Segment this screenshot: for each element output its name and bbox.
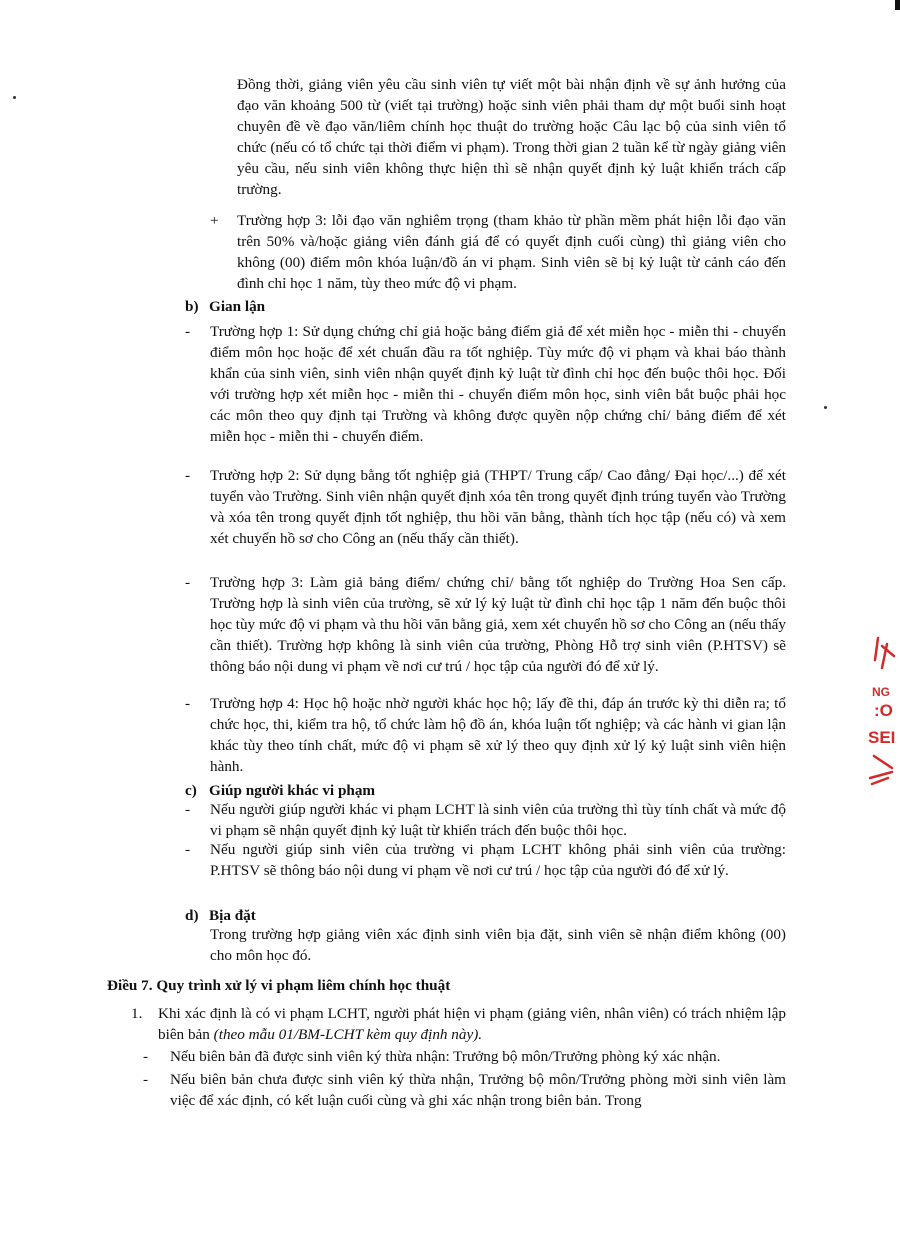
list-item bbox=[185, 465, 786, 549]
dash-marker: - bbox=[185, 574, 191, 591]
seal-stroke bbox=[870, 772, 892, 784]
list-item-text: Nếu biên bản đã được sinh viên ký thừa nhận: Trưởng bộ môn/Trưởng phòng ký xác nhận. bbox=[170, 1048, 721, 1065]
plagiarism-case-3-text: Trường hợp 3: lỗi đạo văn nghiêm trọng (tham khảo từ phần mềm phát hiện lỗi đạo văn trên 50% và/hoặc giảng viên đánh giá để có quyết định cuối cùng) thì giảng viên cho không (00) điểm môn khóa luận/đồ án vi phạm. Sinh viên sẽ bị kỷ luật từ cảnh cáo đến đình chỉ học 1 năm, tùy theo mức độ vi phạm. bbox=[237, 212, 786, 292]
dash-marker: - bbox=[185, 323, 191, 340]
step-1-form-reference: (theo mẫu 01/BM-LCHT kèm quy định này). bbox=[213, 1026, 483, 1043]
list-item bbox=[185, 799, 786, 841]
list-item bbox=[143, 1069, 786, 1111]
list-item-text: Trường hợp 3: Làm giả bảng điểm/ chứng chỉ/ bằng tốt nghiệp do Trường Hoa Sen cấp. Trường hợp là sinh viên của trường, sẽ xử lý kỷ luật từ đình chỉ học tập 1 năm đến buộc thôi học tùy mức độ vi phạm và thu hồi văn bằng giả, xem xét chuyển hồ sơ cho Công an (nếu thấy cần thiết). Trường hợp không là sinh viên của trường, Phòng Hỗ trợ sinh viên (P.HTSV) sẽ thông báo nội dung vi phạm về nơi cư trú / học tập của người đó để xử lý. bbox=[210, 574, 786, 675]
section-d-label: d) bbox=[185, 907, 199, 924]
list-item bbox=[185, 321, 786, 447]
dash-marker: - bbox=[185, 841, 191, 858]
seal-stroke bbox=[875, 638, 878, 660]
step-1-text bbox=[158, 1003, 786, 1045]
seal-text: SEI bbox=[868, 728, 896, 747]
section-c-label: c) bbox=[185, 782, 197, 799]
article-7-step-1 bbox=[131, 1003, 786, 1045]
scan-speck bbox=[824, 406, 827, 409]
scan-corner-mark bbox=[895, 0, 900, 10]
scan-speck bbox=[13, 96, 16, 99]
section-b-title: Gian lận bbox=[209, 298, 266, 315]
dash-marker: - bbox=[185, 801, 191, 818]
section-c-heading bbox=[185, 780, 375, 801]
dash-marker: - bbox=[143, 1071, 149, 1088]
list-item bbox=[143, 1046, 786, 1067]
section-c-title: Giúp người khác vi phạm bbox=[209, 782, 376, 799]
article-7-title: Điều 7. Quy trình xử lý vi phạm liêm chính học thuật bbox=[107, 977, 451, 994]
section-d-title: Bịa đặt bbox=[209, 907, 256, 924]
seal-stroke bbox=[874, 756, 892, 768]
seal-stroke bbox=[882, 644, 894, 668]
seal-text: :O bbox=[874, 701, 893, 720]
list-item-text: Trường hợp 2: Sử dụng bằng tốt nghiệp giả (THPT/ Trung cấp/ Cao đẳng/ Đại học/...) để xét tuyển vào Trường. Sinh viên nhận quyết định xóa tên trong quyết định trúng tuyển vào Trường và xóa tên trong quyết định tốt nghiệp, thu hồi văn bằng, thành tích học tập (nếu có) và xem xét chuyển hồ sơ cho Công an (nếu thấy cần thiết). bbox=[210, 467, 786, 547]
dash-marker: - bbox=[143, 1048, 149, 1065]
list-item bbox=[185, 572, 786, 677]
list-item-text: Nếu người giúp người khác vi phạm LCHT là sinh viên của trường thì tùy tính chất và mức độ vi phạm sẽ nhận quyết định kỷ luật từ khiển trách đến buộc thôi học. bbox=[210, 801, 786, 839]
plus-marker: + bbox=[210, 212, 219, 229]
list-item-text: Nếu biên bản chưa được sinh viên ký thừa nhận, Trưởng bộ môn/Trưởng phòng mời sinh viên làm việc để xác định, có kết luận cuối cùng và ghi xác nhận trong biên bản. Trong bbox=[170, 1071, 786, 1109]
list-item bbox=[185, 693, 786, 777]
section-d-heading bbox=[185, 905, 256, 926]
dash-marker: - bbox=[185, 467, 191, 484]
dash-marker: - bbox=[185, 695, 191, 712]
seal-text: NG bbox=[872, 685, 890, 699]
list-item-text: Trường hợp 1: Sử dụng chứng chỉ giả hoặc bảng điểm giả để xét miễn học - miễn thi - chuyển điểm môn học hoặc để xét chuẩn đầu ra tốt nghiệp. Tùy mức độ vi phạm và khai báo thành khẩn của sinh viên, sinh viên nhận quyết định kỷ luật từ đình chỉ học đến buộc thôi học. Đối với trường hợp xét miễn học - miễn thi - chuyển điểm môn học, sinh viên bắt buộc phải học các môn theo quy định tại Trường và không được quyền nộp chứng chỉ/ bảng điểm để xét miễn học - miễn thi - chuyển điểm. bbox=[210, 323, 786, 445]
section-b-heading bbox=[185, 296, 265, 317]
step-1-main: Khi xác định là có vi phạm LCHT, người phát hiện vi phạm (giảng viên, nhân viên) có trách nhiệm lập biên bản bbox=[158, 1005, 786, 1043]
intro-paragraph: Đồng thời, giảng viên yêu cầu sinh viên tự viết một bài nhận định về sự ảnh hưởng của đạo văn khoảng 500 từ (viết tại trường) hoặc sinh viên phải tham dự một buổi sinh hoạt chuyên đề về đạo văn/liêm chính học thuật do trường hoặc Câu lạc bộ của sinh viên tổ chức (nếu có tổ chức tại thời điểm vi phạm). Trong thời gian 2 tuần kể từ ngày giảng viên yêu cầu, nếu sinh viên không thực hiện thì sẽ nhận quyết định kỷ luật khiển trách cấp trường. bbox=[237, 76, 786, 198]
section-b-label: b) bbox=[185, 298, 199, 315]
step-number: 1. bbox=[131, 1005, 143, 1022]
section-d-text: Trong trường hợp giảng viên xác định sinh viên bịa đặt, sinh viên sẽ nhận điểm không (00) cho môn học đó. bbox=[210, 926, 786, 964]
list-item-text: Trường hợp 4: Học hộ hoặc nhờ người khác học hộ; lấy đề thi, đáp án trước kỳ thi diễn ra; tổ chức học, thi, kiểm tra hộ, tổ chức làm hộ đồ án, khóa luận tốt nghiệp; và các hành vi gian lận khác tùy theo tính chất, mức độ vi phạm sẽ xử lý theo quy định xử lý kỷ luật sinh viên hiện hành. bbox=[210, 695, 786, 775]
list-item bbox=[185, 839, 786, 881]
list-item-text: Nếu người giúp sinh viên của trường vi phạm LCHT không phải sinh viên của trường: P.HTSV sẽ thông báo nội dung vi phạm về nơi cư trú / học tập của người đó để xử lý. bbox=[210, 841, 786, 879]
plagiarism-case-3 bbox=[210, 210, 786, 294]
